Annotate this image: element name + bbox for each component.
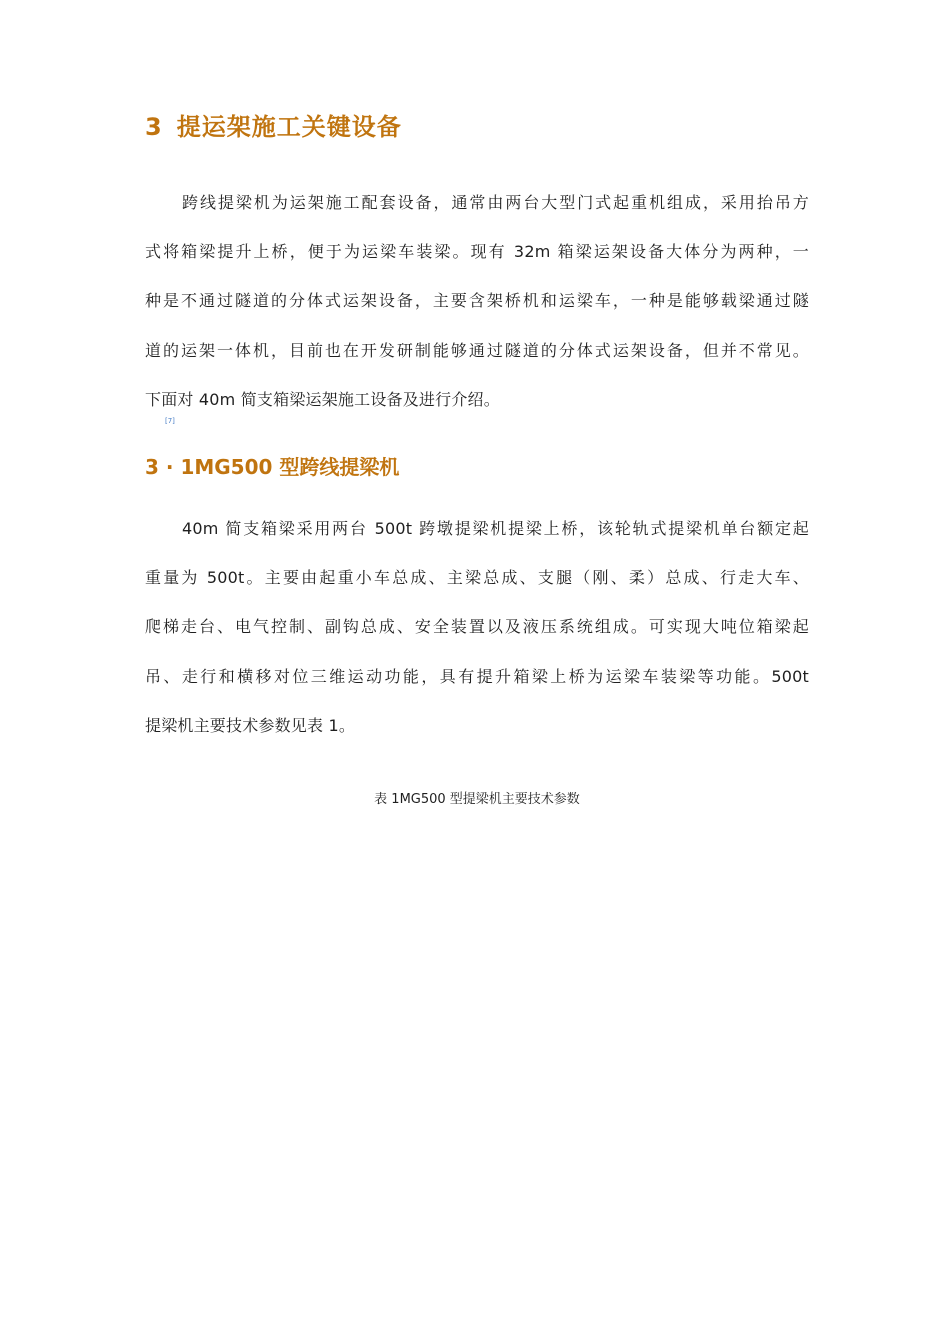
paragraph-line: 下面对 40m 简支箱梁运架施工设备及进行介绍。 [145, 389, 500, 409]
paragraph-line: 40m 简支箱梁采用两台 500t 跨墩提梁机提梁上桥，该轮轨式提梁机单台额定起 [182, 519, 809, 539]
paragraph-line: 道的运架一体机，目前也在开发研制能够通过隧道的分体式运架设备，但并不常见。 [145, 340, 809, 360]
paragraph-line: 种是不通过隧道的分体式运架设备，主要含架桥机和运梁车，一种是能够载梁通过隧 [145, 291, 809, 311]
reference-marker[interactable]: [7] [165, 417, 175, 426]
paragraph-line: 重量为 500t。主要由起重小车总成、主梁总成、支腿（刚、柔）总成、行走大车、 [145, 568, 809, 588]
subsection-heading: 3 · 1MG500 型跨线提梁机 [145, 455, 400, 480]
section-number: 3 [145, 113, 163, 141]
section-paragraph [145, 178, 809, 424]
paragraph-line: 跨线提梁机为运架施工配套设备，通常由两台大型门式起重机组成，采用抬吊方 [182, 193, 809, 212]
paragraph-line: 提梁机主要技术参数见表 1。 [145, 715, 356, 735]
paragraph-line: 吊、走行和横移对位三维运动功能，具有提升箱梁上桥为运梁车装梁等功能。500t [145, 666, 809, 686]
table-caption: 表 1MG500 型提梁机主要技术参数 [374, 792, 580, 808]
section-heading [145, 108, 809, 146]
subsection-paragraph [145, 504, 809, 750]
paragraph-line: 爬梯走台、电气控制、副钩总成、安全装置以及液压系统组成。可实现大吨位箱梁起 [145, 617, 809, 637]
section-title: 提运架施工关键设备 [176, 113, 402, 141]
paragraph-line: 式将箱梁提升上桥，便于为运梁车装梁。现有 32m 箱梁运架设备大体分为两种，一 [145, 242, 809, 262]
page-content [145, 108, 809, 810]
